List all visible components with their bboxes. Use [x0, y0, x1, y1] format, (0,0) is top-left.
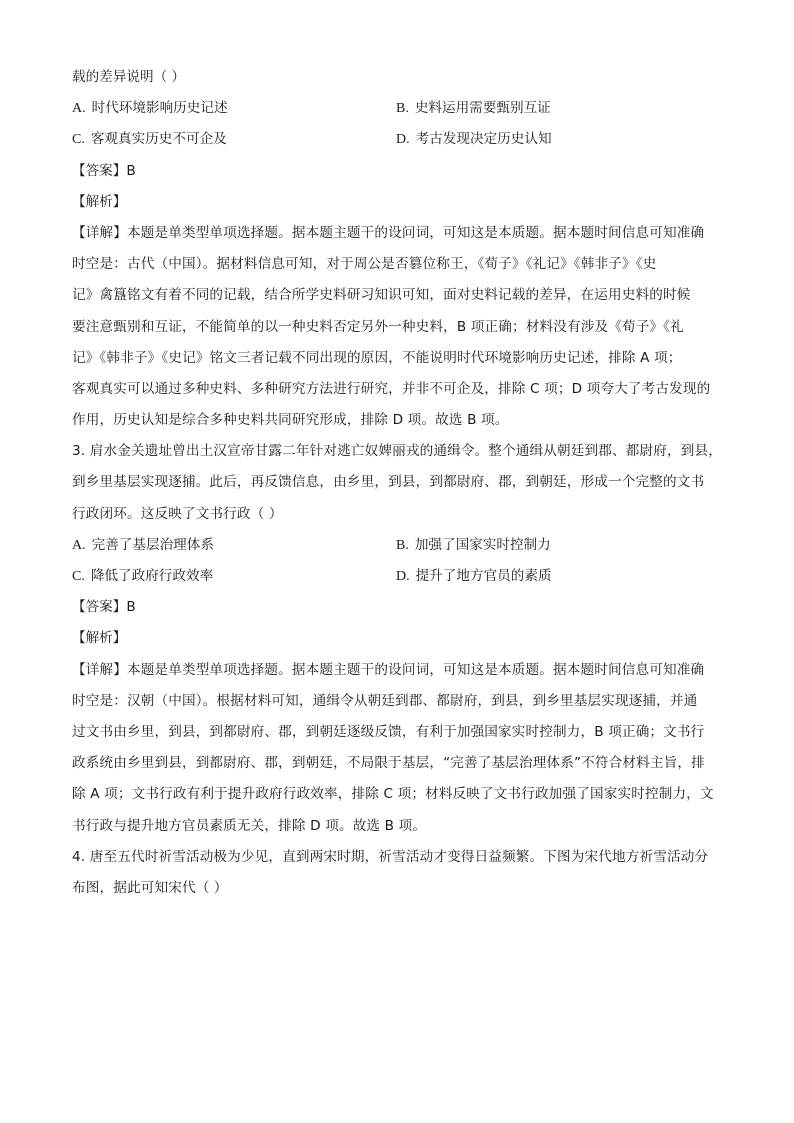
q2-options-row-2	[72, 124, 732, 155]
q3-answer: 【答案】B	[72, 599, 136, 616]
q3-stem-line: 到乡里基层实现逐捕。此后，再反馈信息，由乡里，到县，到都尉府、郡，到朝廷，形成一个完整的文书	[72, 474, 705, 491]
q3-stem-line: 3. 肩水金关遗址曾出土汉宣帝甘露二年针对逃亡奴婢丽戎的通缉令。整个通缉从朝廷到郡、都尉府，到县，	[72, 443, 722, 460]
q3-option-b: B. 加强了国家实时控制力	[396, 536, 551, 553]
q2-option-c: C. 客观真实历史不可企及	[72, 131, 227, 148]
q4-stem-line: 4. 唐至五代时祈雪活动极为少见，直到两宋时期，祈雪活动才变得日益频繁。下图为宋代地方祈雪活动分	[72, 848, 709, 865]
q3-detail-line: 时空是：汉朝（中国）。根据材料可知，通缉令从朝廷到郡、都尉府，到县，到乡里基层实现逐捕，并通	[72, 692, 698, 709]
q3-option-c: C. 降低了政府行政效率	[72, 568, 214, 584]
exam-page	[72, 62, 732, 904]
q2-detail	[72, 218, 732, 436]
q4-stem	[72, 842, 732, 904]
q2-option-d: D. 考古发现决定历史认知	[396, 131, 552, 148]
q3-stem	[72, 436, 732, 530]
q3-option-d: D. 提升了地方官员的素质	[396, 568, 552, 584]
q2-stem-tail: 载的差异说明（ ）	[72, 69, 186, 85]
q3-options-row-1	[72, 530, 732, 561]
q2-detail-line: 记》禽簋铭文有着不同的记载，结合所学史料研习知识可知，面对史料记载的差异，在运用史料的时候	[72, 287, 691, 304]
q3-detail-line: 过文书由乡里，到县，到都尉府、郡，到朝廷逐级反馈，有利于加强国家实时控制力，B 项正确；文书行	[72, 723, 705, 740]
q2-options-row-1	[72, 93, 732, 124]
q2-detail-line: 要注意甄别和互证，不能简单的以一种史料否定另外一种史料，B 项正确；材料没有涉及《荀子》《礼	[72, 318, 684, 335]
q3-detail-line: 【详解】本题是单类型单项选择题。据本题主题干的设问词，可知这是本质题。据本题时间信息可知准确	[72, 661, 705, 678]
q3-options-row-2	[72, 561, 732, 592]
q4-stem-line: 布图，据此可知宋代（ ）	[72, 879, 228, 896]
q3-detail-line: 书行政与提升地方官员素质无关，排除 D 项。故选 B 项。	[72, 817, 427, 834]
q3-analysis-label: 【解析】	[72, 630, 127, 647]
q2-detail-line: 作用，历史认知是综合多种史料共同研究形成，排除 D 项。故选 B 项。	[72, 412, 509, 429]
q2-detail-line: 客观真实可以通过多种史料、多种研究方法进行研究，并非不可企及，排除 C 项；D 项夸大了考古发现的	[72, 380, 711, 397]
q2-option-a: A. 时代环境影响历史记述	[72, 100, 228, 117]
q3-detail	[72, 655, 732, 842]
q2-detail-line: 【详解】本题是单类型单项选择题。据本题主题干的设问词，可知这是本质题。据本题时间信息可知准确	[72, 224, 705, 241]
q2-analysis-label: 【解析】	[72, 193, 127, 210]
q3-detail-line: 政系统由乡里到县，到都尉府、郡，到朝廷，不局限于基层，“完善了基层治理体系”不符合材料主旨，排	[72, 755, 705, 772]
q2-detail-line: 记》《韩非子》《史记》铭文三者记载不同出现的原因，不能说明时代环境影响历史记述，排除 A 项；	[72, 349, 682, 366]
q2-answer: 【答案】B	[72, 162, 136, 179]
q2-option-b: B. 史料运用需要甄别互证	[396, 100, 551, 117]
q3-stem-line: 行政闭环。这反映了文书行政（ ）	[72, 505, 283, 522]
q2-detail-line: 时空是：古代（中国）。据材料信息可知，对于周公是否篡位称王，《荀子》《礼记》《韩非子》《史	[72, 256, 657, 273]
q3-option-a: A. 完善了基层治理体系	[72, 536, 214, 553]
q3-detail-line: 除 A 项；文书行政有利于提升政府行政效率，排除 C 项；材料反映了文书行政加强了国家实时控制力，文	[72, 786, 714, 803]
